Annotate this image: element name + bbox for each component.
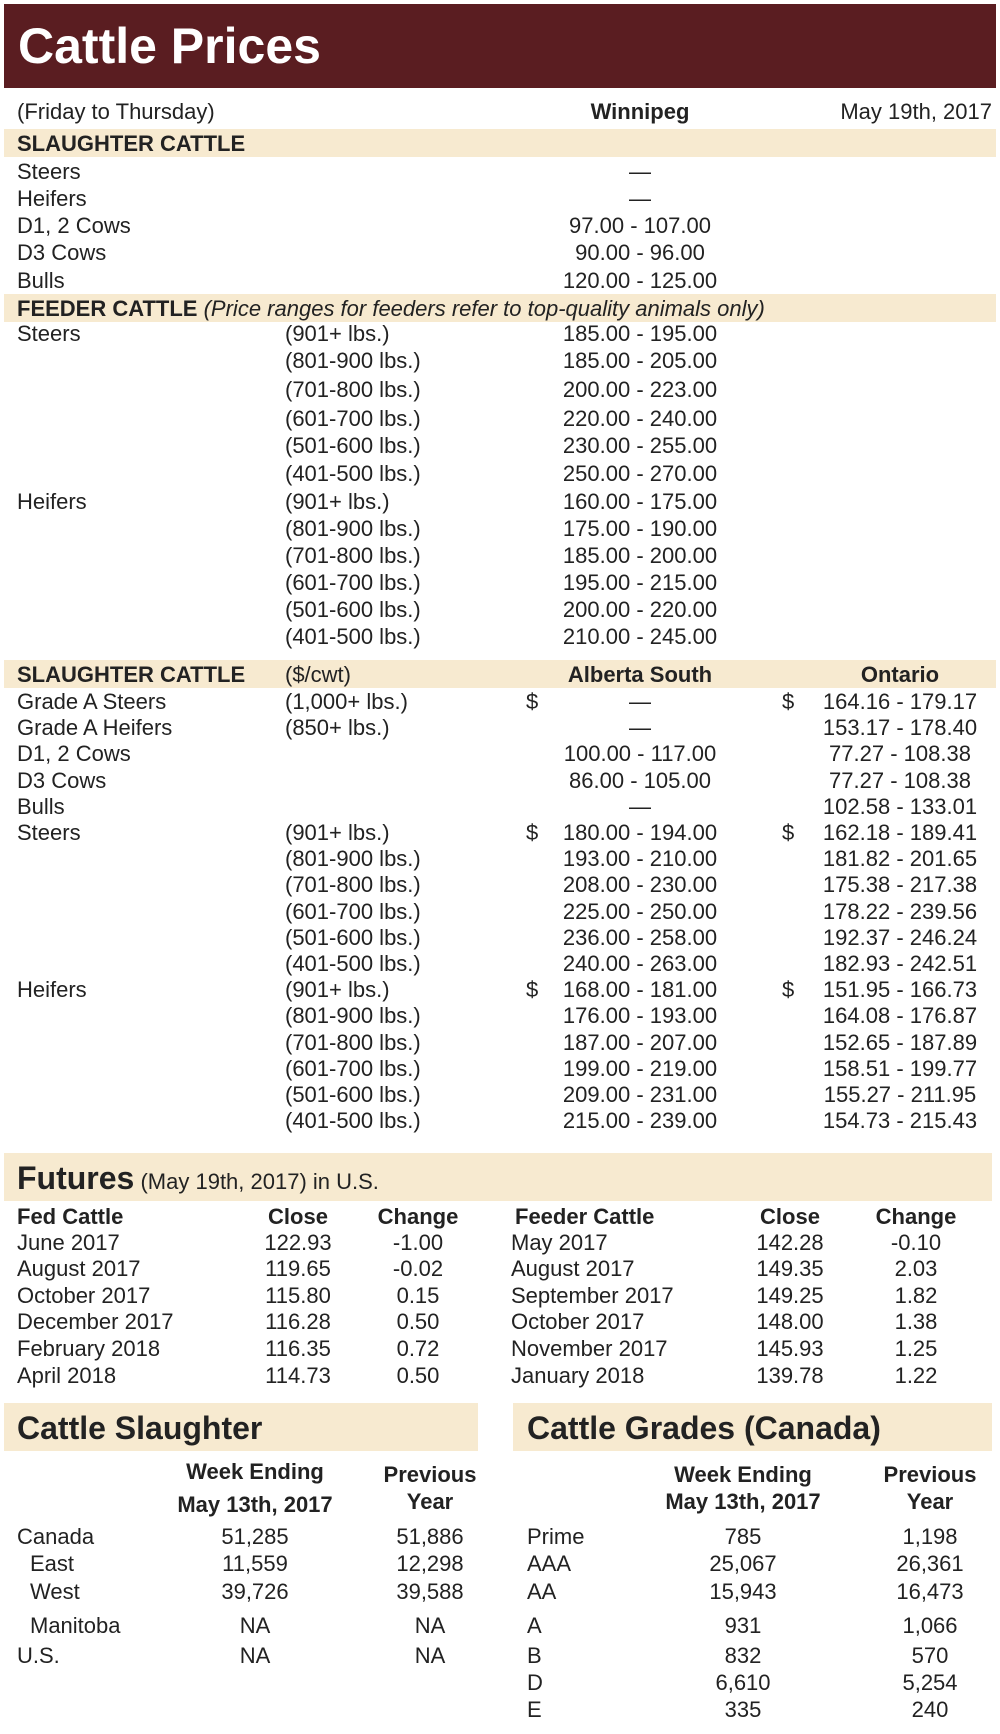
feeder-futures-month: August 2017 bbox=[511, 1256, 635, 1281]
slaughter-region-label: Canada bbox=[17, 1524, 95, 1549]
regional-row-weight: (501-600 lbs.) bbox=[285, 1082, 421, 1107]
fed-month: February 2018 bbox=[17, 1336, 161, 1361]
grade-prev-value: 240 bbox=[911, 1697, 949, 1722]
regional-row-label: Grade A Heifers bbox=[17, 715, 173, 740]
feeder-steers-label: Steers bbox=[17, 321, 81, 346]
regional-row-weight: (901+ lbs.) bbox=[285, 820, 390, 845]
fed-close: 116.28 bbox=[265, 1309, 331, 1334]
grade-prev-value: 16,473 bbox=[896, 1579, 964, 1604]
feeder-futures-month: January 2018 bbox=[511, 1363, 645, 1388]
grade-label: AAA bbox=[527, 1551, 572, 1576]
alberta-value: 236.00 - 258.00 bbox=[562, 925, 718, 950]
alberta-value: 240.00 - 263.00 bbox=[562, 951, 718, 976]
alberta-value: 215.00 - 239.00 bbox=[562, 1108, 718, 1133]
slaughter-prev-header-1: Previous bbox=[383, 1462, 477, 1487]
market-label: Winnipeg bbox=[590, 99, 690, 124]
slaughter-week-value: 51,285 bbox=[221, 1524, 289, 1549]
feeder-heading: FEEDER CATTLE bbox=[17, 296, 198, 321]
feeder-value: 195.00 - 215.00 bbox=[562, 570, 718, 595]
ontario-value: 178.22 - 239.56 bbox=[822, 899, 978, 924]
slaughter-week-value: NA bbox=[239, 1643, 271, 1668]
fed-month: October 2017 bbox=[17, 1283, 151, 1308]
regional-row-weight: (801-900 lbs.) bbox=[285, 846, 421, 871]
feeder-weight: (801-900 lbs.) bbox=[285, 516, 421, 541]
regional-row-label: D1, 2 Cows bbox=[17, 741, 131, 766]
slaughter-region-label: U.S. bbox=[17, 1643, 60, 1668]
grade-prev-value: 1,066 bbox=[902, 1613, 958, 1638]
ontario-value: 158.51 - 199.77 bbox=[822, 1056, 978, 1081]
grades-week-header-2: May 13th, 2017 bbox=[665, 1489, 821, 1514]
futures-subtitle: (May 19th, 2017) in U.S. bbox=[140, 1169, 379, 1194]
ontario-value: 102.58 - 133.01 bbox=[822, 794, 978, 819]
regional-row-weight: (501-600 lbs.) bbox=[285, 925, 421, 950]
period-label: (Friday to Thursday) bbox=[17, 99, 215, 124]
slaughter-row-label: Bulls bbox=[17, 268, 65, 293]
ontario-value: 164.16 - 179.17 bbox=[822, 689, 978, 714]
feeder-futures-close: 149.25 bbox=[756, 1283, 824, 1308]
fed-change: 0.50 bbox=[396, 1309, 440, 1334]
grade-week-value: 931 bbox=[724, 1613, 762, 1638]
alberta-dollar-sign: $ bbox=[526, 977, 539, 1002]
slaughter-prev-value: NA bbox=[414, 1643, 446, 1668]
feeder-value: 230.00 - 255.00 bbox=[562, 433, 718, 458]
ontario-value: 77.27 - 108.38 bbox=[829, 768, 971, 793]
slaughter-row-value: 97.00 - 107.00 bbox=[569, 213, 711, 238]
slaughter-row-value: — bbox=[629, 159, 651, 184]
feeder-value: 200.00 - 220.00 bbox=[562, 597, 718, 622]
feeder-weight: (701-800 lbs.) bbox=[285, 377, 421, 402]
grades-prev-header-1: Previous bbox=[883, 1462, 977, 1487]
alberta-value: — bbox=[629, 689, 651, 714]
ontario-value: 153.17 - 178.40 bbox=[822, 715, 978, 740]
ontario-value: 164.08 - 176.87 bbox=[822, 1003, 978, 1028]
slaughter-week-header-2: May 13th, 2017 bbox=[177, 1492, 333, 1517]
regional-row-weight: (850+ lbs.) bbox=[285, 715, 390, 740]
winnipeg-slaughter-heading: SLAUGHTER CATTLE bbox=[17, 131, 246, 156]
ontario-column-header: Ontario bbox=[860, 662, 940, 687]
feeder-note: (Price ranges for feeders refer to top-quality animals only) bbox=[203, 296, 765, 321]
grade-week-value: 785 bbox=[724, 1524, 762, 1549]
grade-prev-value: 26,361 bbox=[896, 1551, 964, 1576]
slaughter-region-label: Manitoba bbox=[30, 1613, 121, 1638]
feeder-futures-change: 1.38 bbox=[894, 1309, 938, 1334]
futures-title: Futures bbox=[17, 1160, 135, 1196]
fed-change: 0.72 bbox=[396, 1336, 440, 1361]
feeder-futures-close: 149.35 bbox=[756, 1256, 824, 1281]
regional-row-label: D3 Cows bbox=[17, 768, 107, 793]
regional-row-label: Steers bbox=[17, 820, 81, 845]
feeder-heading-line bbox=[17, 296, 765, 322]
feeder-futures-close: 142.28 bbox=[756, 1230, 824, 1255]
feeder-value: 185.00 - 200.00 bbox=[562, 543, 718, 568]
feeder-value: 160.00 - 175.00 bbox=[562, 489, 718, 514]
fed-change: -1.00 bbox=[392, 1230, 444, 1255]
slaughter-region-label: West bbox=[30, 1579, 80, 1604]
regional-row-weight: (601-700 lbs.) bbox=[285, 1056, 421, 1081]
fed-change: 0.50 bbox=[396, 1363, 440, 1388]
slaughter-row-label: Steers bbox=[17, 159, 81, 184]
grade-week-value: 25,067 bbox=[709, 1551, 777, 1576]
ontario-value: 181.82 - 201.65 bbox=[822, 846, 978, 871]
feeder-futures-header: Feeder Cattle bbox=[515, 1204, 655, 1229]
ontario-value: 155.27 - 211.95 bbox=[823, 1082, 977, 1107]
alberta-column-header: Alberta South bbox=[567, 662, 713, 687]
alberta-value: 100.00 - 117.00 bbox=[563, 741, 717, 766]
fed-close: 122.93 bbox=[264, 1230, 332, 1255]
futures-heading-line bbox=[17, 1160, 379, 1200]
slaughter-row-label: D1, 2 Cows bbox=[17, 213, 131, 238]
slaughter-prev-header-2: Year bbox=[406, 1489, 454, 1514]
grade-prev-value: 570 bbox=[911, 1643, 949, 1668]
feeder-futures-month: September 2017 bbox=[511, 1283, 674, 1308]
feeder-value: 220.00 - 240.00 bbox=[562, 406, 718, 431]
grade-week-value: 832 bbox=[724, 1643, 762, 1668]
fed-month: June 2017 bbox=[17, 1230, 120, 1255]
alberta-value: 180.00 - 194.00 bbox=[562, 820, 718, 845]
feeder-weight: (501-600 lbs.) bbox=[285, 597, 421, 622]
feeder-weight: (601-700 lbs.) bbox=[285, 406, 421, 431]
alberta-value: 209.00 - 231.00 bbox=[562, 1082, 718, 1107]
feeder-futures-change: 1.82 bbox=[894, 1283, 938, 1308]
regional-row-label: Heifers bbox=[17, 977, 87, 1002]
fed-close: 116.35 bbox=[265, 1336, 331, 1361]
alberta-value: 208.00 - 230.00 bbox=[562, 872, 718, 897]
grade-label: AA bbox=[527, 1579, 557, 1604]
feeder-weight: (501-600 lbs.) bbox=[285, 433, 421, 458]
slaughter-prev-value: 51,886 bbox=[396, 1524, 464, 1549]
grade-prev-value: 5,254 bbox=[902, 1670, 958, 1695]
feeder-weight: (601-700 lbs.) bbox=[285, 570, 421, 595]
slaughter-prev-value: 12,298 bbox=[396, 1551, 464, 1576]
regional-row-weight: (801-900 lbs.) bbox=[285, 1003, 421, 1028]
alberta-dollar-sign: $ bbox=[526, 820, 539, 845]
ontario-value: 151.95 - 166.73 bbox=[822, 977, 978, 1002]
feeder-futures-month: October 2017 bbox=[511, 1309, 645, 1334]
slaughter-region-label: East bbox=[30, 1551, 75, 1576]
slaughter-row-value: 120.00 - 125.00 bbox=[562, 268, 718, 293]
ontario-dollar-sign: $ bbox=[782, 977, 795, 1002]
alberta-value: 225.00 - 250.00 bbox=[562, 899, 718, 924]
grade-label: B bbox=[527, 1643, 542, 1668]
ontario-value: 154.73 - 215.43 bbox=[822, 1108, 978, 1133]
regional-row-weight: (1,000+ lbs.) bbox=[285, 689, 408, 714]
grade-week-value: 6,610 bbox=[715, 1670, 771, 1695]
alberta-value: 193.00 - 210.00 bbox=[562, 846, 718, 871]
feeder-value: 200.00 - 223.00 bbox=[562, 377, 718, 402]
regional-heading: SLAUGHTER CATTLE bbox=[17, 662, 246, 687]
feeder-futures-close: 139.78 bbox=[756, 1363, 824, 1388]
feeder-futures-change: 1.25 bbox=[894, 1336, 938, 1361]
grade-week-value: 335 bbox=[724, 1697, 762, 1722]
regional-row-weight: (901+ lbs.) bbox=[285, 977, 390, 1002]
slaughter-week-value: NA bbox=[239, 1613, 271, 1638]
feeder-futures-change: 1.22 bbox=[894, 1363, 938, 1388]
ontario-dollar-sign: $ bbox=[782, 689, 795, 714]
fed-close: 114.73 bbox=[265, 1363, 331, 1388]
slaughter-row-label: Heifers bbox=[17, 186, 87, 211]
slaughter-row-value: 90.00 - 96.00 bbox=[575, 240, 705, 265]
feeder-futures-change: 2.03 bbox=[894, 1256, 938, 1281]
grade-label: E bbox=[527, 1697, 542, 1722]
alberta-value: 199.00 - 219.00 bbox=[562, 1056, 718, 1081]
regional-row-weight: (401-500 lbs.) bbox=[285, 1108, 421, 1133]
feeder-change-header: Change bbox=[875, 1204, 957, 1229]
feeder-value: 185.00 - 205.00 bbox=[562, 348, 718, 373]
regional-row-weight: (401-500 lbs.) bbox=[285, 951, 421, 976]
grades-title: Cattle Grades (Canada) bbox=[527, 1410, 881, 1446]
feeder-futures-change: -0.10 bbox=[890, 1230, 942, 1255]
grade-label: Prime bbox=[527, 1524, 585, 1549]
fed-month: April 2018 bbox=[17, 1363, 117, 1388]
grade-label: D bbox=[527, 1670, 543, 1695]
grade-label: A bbox=[527, 1613, 542, 1638]
feeder-futures-close: 148.00 bbox=[756, 1309, 824, 1334]
feeder-weight: (701-800 lbs.) bbox=[285, 543, 421, 568]
ontario-value: 162.18 - 189.41 bbox=[822, 820, 978, 845]
fed-month: August 2017 bbox=[17, 1256, 141, 1281]
regional-row-weight: (701-800 lbs.) bbox=[285, 1030, 421, 1055]
fed-close: 115.80 bbox=[265, 1283, 331, 1308]
ontario-value: 175.38 - 217.38 bbox=[822, 872, 978, 897]
title-banner bbox=[4, 4, 996, 88]
regional-row-label: Grade A Steers bbox=[17, 689, 167, 714]
regional-row-weight: (601-700 lbs.) bbox=[285, 899, 421, 924]
slaughter-row-value: — bbox=[629, 186, 651, 211]
fed-month: December 2017 bbox=[17, 1309, 174, 1334]
feeder-value: 210.00 - 245.00 bbox=[562, 624, 718, 649]
alberta-dollar-sign: $ bbox=[526, 689, 539, 714]
feeder-futures-month: May 2017 bbox=[511, 1230, 608, 1255]
slaughter-week-value: 11,559 bbox=[222, 1551, 288, 1576]
regional-unit: ($/cwt) bbox=[285, 662, 351, 687]
alberta-value: 168.00 - 181.00 bbox=[562, 977, 718, 1002]
grade-week-value: 15,943 bbox=[709, 1579, 777, 1604]
slaughter-prev-value: NA bbox=[414, 1613, 446, 1638]
fed-change: 0.15 bbox=[396, 1283, 440, 1308]
slaughter-prev-value: 39,588 bbox=[396, 1579, 464, 1604]
slaughter-week-header-1: Week Ending bbox=[186, 1459, 324, 1484]
slaughter-counts-title: Cattle Slaughter bbox=[17, 1410, 263, 1446]
ontario-dollar-sign: $ bbox=[782, 820, 795, 845]
slaughter-week-value: 39,726 bbox=[221, 1579, 289, 1604]
feeder-heifers-label: Heifers bbox=[17, 489, 87, 514]
regional-row-label: Bulls bbox=[17, 794, 65, 819]
page-title: Cattle Prices bbox=[18, 18, 321, 74]
fed-close: 119.65 bbox=[265, 1256, 331, 1281]
ontario-value: 182.93 - 242.51 bbox=[822, 951, 978, 976]
feeder-weight: (901+ lbs.) bbox=[285, 321, 390, 346]
feeder-weight: (901+ lbs.) bbox=[285, 489, 390, 514]
feeder-weight: (801-900 lbs.) bbox=[285, 348, 421, 373]
alberta-value: — bbox=[629, 715, 651, 740]
ontario-value: 152.65 - 187.89 bbox=[822, 1030, 978, 1055]
fed-change: -0.02 bbox=[392, 1256, 444, 1281]
fed-change-header: Change bbox=[377, 1204, 459, 1229]
feeder-value: 175.00 - 190.00 bbox=[562, 516, 718, 541]
grade-prev-value: 1,198 bbox=[902, 1524, 958, 1549]
feeder-weight: (401-500 lbs.) bbox=[285, 624, 421, 649]
alberta-value: 187.00 - 207.00 bbox=[562, 1030, 718, 1055]
feeder-value: 250.00 - 270.00 bbox=[562, 461, 718, 486]
fed-close-header: Close bbox=[268, 1204, 328, 1229]
grades-prev-header-2: Year bbox=[906, 1489, 954, 1514]
report-date: May 19th, 2017 bbox=[840, 99, 992, 124]
alberta-value: 176.00 - 193.00 bbox=[562, 1003, 718, 1028]
regional-row-weight: (701-800 lbs.) bbox=[285, 872, 421, 897]
feeder-futures-month: November 2017 bbox=[511, 1336, 668, 1361]
feeder-weight: (401-500 lbs.) bbox=[285, 461, 421, 486]
feeder-futures-close: 145.93 bbox=[756, 1336, 824, 1361]
slaughter-row-label: D3 Cows bbox=[17, 240, 107, 265]
fed-header: Fed Cattle bbox=[17, 1204, 124, 1229]
ontario-value: 77.27 - 108.38 bbox=[829, 741, 971, 766]
ontario-value: 192.37 - 246.24 bbox=[822, 925, 978, 950]
feeder-close-header: Close bbox=[760, 1204, 820, 1229]
grades-week-header-1: Week Ending bbox=[674, 1462, 812, 1487]
feeder-value: 185.00 - 195.00 bbox=[562, 321, 718, 346]
alberta-value: — bbox=[629, 794, 651, 819]
alberta-value: 86.00 - 105.00 bbox=[569, 768, 711, 793]
